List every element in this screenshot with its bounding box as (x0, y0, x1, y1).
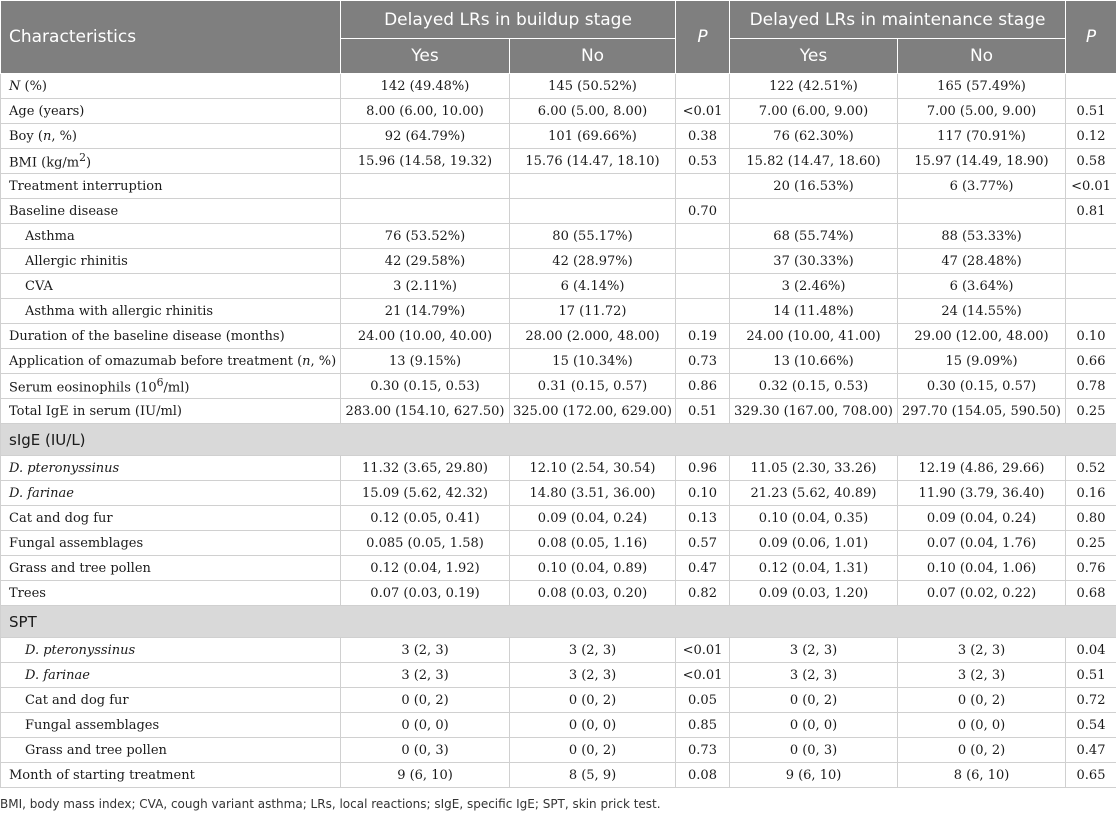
cell-maintenance-p: 0.81 (1066, 199, 1116, 224)
cell-buildup-yes: 0 (0, 2) (341, 688, 510, 713)
cell-maintenance-p (1066, 224, 1116, 249)
table-row (1, 399, 1116, 424)
cell-buildup-no: 0.09 (0.04, 0.24) (510, 506, 676, 531)
cell-buildup-no: 0.08 (0.03, 0.20) (510, 581, 676, 606)
table-row (1, 763, 1116, 788)
cell-maintenance-yes: 15.82 (14.47, 18.60) (730, 149, 898, 174)
cell-buildup-p: 0.53 (676, 149, 730, 174)
table-row (1, 249, 1116, 274)
table-row (1, 506, 1116, 531)
cell-buildup-yes: 15.96 (14.58, 19.32) (341, 149, 510, 174)
header-maintenance-yes: Yes (730, 39, 898, 74)
row-label: Application of omazumab before treatment (n, %) (1, 349, 341, 374)
cell-buildup-no: 0.08 (0.05, 1.16) (510, 531, 676, 556)
cell-maintenance-yes (730, 199, 898, 224)
cell-maintenance-yes: 329.30 (167.00, 708.00) (730, 399, 898, 424)
cell-buildup-no: 12.10 (2.54, 30.54) (510, 456, 676, 481)
section-spt (1, 606, 1116, 638)
cell-buildup-yes (341, 174, 510, 199)
cell-buildup-p: 0.57 (676, 531, 730, 556)
row-label: Grass and tree pollen (1, 556, 341, 581)
cell-maintenance-yes: 0.09 (0.03, 1.20) (730, 581, 898, 606)
row-label: Serum eosinophils $(10^6/ml)$ (1, 374, 341, 399)
cell-buildup-no: 3 (2, 3) (510, 638, 676, 663)
table-footnote: BMI, body mass index; CVA, cough variant asthma; LRs, local reactions; sIgE, specific IgE; SPT, skin prick test. (0, 797, 661, 811)
cell-maintenance-yes: 122 (42.51%) (730, 74, 898, 99)
cell-maintenance-yes: 20 (16.53%) (730, 174, 898, 199)
cell-maintenance-yes: 0 (0, 0) (730, 713, 898, 738)
table-row (1, 274, 1116, 299)
cell-maintenance-no: 117 (70.91%) (898, 124, 1066, 149)
cell-maintenance-no: 7.00 (5.00, 9.00) (898, 99, 1066, 124)
cell-buildup-no: 0 (0, 0) (510, 713, 676, 738)
header-maintenance-no: No (898, 39, 1066, 74)
header-buildup-group: Delayed LRs in buildup stage (341, 1, 676, 39)
table-row (1, 713, 1116, 738)
table-row (1, 481, 1116, 506)
cell-maintenance-p: 0.54 (1066, 713, 1116, 738)
cell-buildup-p: <0.01 (676, 663, 730, 688)
table-row (1, 174, 1116, 199)
cell-maintenance-no: 8 (6, 10) (898, 763, 1066, 788)
cell-maintenance-p: 0.72 (1066, 688, 1116, 713)
cell-maintenance-no: 15.97 (14.49, 18.90) (898, 149, 1066, 174)
cell-buildup-yes: 142 (49.48%) (341, 74, 510, 99)
cell-buildup-no: 80 (55.17%) (510, 224, 676, 249)
header-buildup-no: No (510, 39, 676, 74)
cell-maintenance-no: 29.00 (12.00, 48.00) (898, 324, 1066, 349)
cell-buildup-yes: 0.085 (0.05, 1.58) (341, 531, 510, 556)
row-label: CVA (1, 274, 341, 299)
header-buildup-yes: Yes (341, 39, 510, 74)
cell-maintenance-yes: 76 (62.30%) (730, 124, 898, 149)
cell-buildup-no: 15 (10.34%) (510, 349, 676, 374)
cell-buildup-p: 0.82 (676, 581, 730, 606)
cell-buildup-no: 28.00 (2.000, 48.00) (510, 324, 676, 349)
cell-maintenance-p (1066, 299, 1116, 324)
cell-buildup-yes: 15.09 (5.62, 42.32) (341, 481, 510, 506)
cell-maintenance-no: 0.09 (0.04, 0.24) (898, 506, 1066, 531)
table-row (1, 349, 1116, 374)
cell-buildup-yes: 3 (2.11%) (341, 274, 510, 299)
cell-buildup-yes: 0.30 (0.15, 0.53) (341, 374, 510, 399)
cell-maintenance-p: 0.04 (1066, 638, 1116, 663)
row-label: Month of starting treatment (1, 763, 341, 788)
section-sige-label: sIgE (IU/L) (1, 424, 1116, 456)
row-label: D. farinae (1, 663, 341, 688)
header-p-buildup: P (676, 1, 730, 74)
cell-maintenance-p: 0.51 (1066, 99, 1116, 124)
cell-maintenance-p: 0.66 (1066, 349, 1116, 374)
cell-buildup-no: 0.10 (0.04, 0.89) (510, 556, 676, 581)
cell-buildup-p (676, 174, 730, 199)
row-label: Duration of the baseline disease (months) (1, 324, 341, 349)
row-label: D. pteronyssinus (1, 456, 341, 481)
cell-buildup-yes: 0 (0, 0) (341, 713, 510, 738)
cell-maintenance-yes: 3 (2, 3) (730, 663, 898, 688)
cell-maintenance-yes: 24.00 (10.00, 41.00) (730, 324, 898, 349)
cell-buildup-p (676, 249, 730, 274)
table-row (1, 738, 1116, 763)
cell-maintenance-no: 165 (57.49%) (898, 74, 1066, 99)
table-row (1, 663, 1116, 688)
row-label: Age (years) (1, 99, 341, 124)
cell-maintenance-p: 0.16 (1066, 481, 1116, 506)
cell-buildup-p: 0.13 (676, 506, 730, 531)
table-row (1, 324, 1116, 349)
cell-buildup-no: 8 (5, 9) (510, 763, 676, 788)
cell-maintenance-p (1066, 74, 1116, 99)
table-row (1, 688, 1116, 713)
row-label: N (%) (1, 74, 341, 99)
cell-buildup-yes: 0.12 (0.04, 1.92) (341, 556, 510, 581)
cell-buildup-yes: 92 (64.79%) (341, 124, 510, 149)
cell-maintenance-no (898, 199, 1066, 224)
cell-buildup-no: 101 (69.66%) (510, 124, 676, 149)
cell-maintenance-p: 0.12 (1066, 124, 1116, 149)
cell-maintenance-yes: 11.05 (2.30, 33.26) (730, 456, 898, 481)
cell-maintenance-no: 6 (3.64%) (898, 274, 1066, 299)
cell-buildup-no: 3 (2, 3) (510, 663, 676, 688)
cell-maintenance-no: 12.19 (4.86, 29.66) (898, 456, 1066, 481)
cell-maintenance-p: 0.65 (1066, 763, 1116, 788)
table-row (1, 149, 1116, 174)
row-label: Cat and dog fur (1, 506, 341, 531)
cell-buildup-no: 6 (4.14%) (510, 274, 676, 299)
table-row (1, 199, 1116, 224)
cell-buildup-yes: 0.12 (0.05, 0.41) (341, 506, 510, 531)
cell-buildup-p: 0.38 (676, 124, 730, 149)
cell-maintenance-no: 0.07 (0.04, 1.76) (898, 531, 1066, 556)
cell-buildup-yes: 3 (2, 3) (341, 638, 510, 663)
table-row (1, 99, 1116, 124)
cell-buildup-yes: 9 (6, 10) (341, 763, 510, 788)
row-label: Treatment interruption (1, 174, 341, 199)
section-spt-label: SPT (1, 606, 1116, 638)
cell-buildup-p: 0.86 (676, 374, 730, 399)
table-row (1, 299, 1116, 324)
cell-buildup-no: 0 (0, 2) (510, 688, 676, 713)
cell-buildup-no: 17 (11.72) (510, 299, 676, 324)
cell-maintenance-p: 0.80 (1066, 506, 1116, 531)
cell-buildup-p: 0.47 (676, 556, 730, 581)
header-p-maintenance: P (1066, 1, 1116, 74)
cell-buildup-yes: 0 (0, 3) (341, 738, 510, 763)
cell-maintenance-yes: 7.00 (6.00, 9.00) (730, 99, 898, 124)
row-label: Fungal assemblages (1, 713, 341, 738)
cell-buildup-no (510, 174, 676, 199)
row-label: Grass and tree pollen (1, 738, 341, 763)
cell-buildup-p: 0.05 (676, 688, 730, 713)
cell-maintenance-yes: 9 (6, 10) (730, 763, 898, 788)
cell-maintenance-yes: 0.10 (0.04, 0.35) (730, 506, 898, 531)
cell-maintenance-no: 24 (14.55%) (898, 299, 1066, 324)
row-label: Asthma with allergic rhinitis (1, 299, 341, 324)
section-sige (1, 424, 1116, 456)
cell-maintenance-no: 0 (0, 2) (898, 688, 1066, 713)
row-label: D. pteronyssinus (1, 638, 341, 663)
cell-buildup-p: 0.70 (676, 199, 730, 224)
cell-maintenance-no: 47 (28.48%) (898, 249, 1066, 274)
row-label: Baseline disease (1, 199, 341, 224)
cell-buildup-p: 0.51 (676, 399, 730, 424)
cell-maintenance-yes: 68 (55.74%) (730, 224, 898, 249)
row-label: D. farinae (1, 481, 341, 506)
cell-buildup-p: <0.01 (676, 99, 730, 124)
cell-buildup-yes: 76 (53.52%) (341, 224, 510, 249)
table-row (1, 531, 1116, 556)
table-header (1, 1, 1116, 74)
row-label: Fungal assemblages (1, 531, 341, 556)
table-row (1, 456, 1116, 481)
cell-maintenance-no: 0.07 (0.02, 0.22) (898, 581, 1066, 606)
cell-buildup-no: 0 (0, 2) (510, 738, 676, 763)
row-label: BMI $(kg/m^2)$ (1, 149, 341, 174)
header-maintenance-group: Delayed LRs in maintenance stage (730, 1, 1066, 39)
cell-buildup-p: 0.73 (676, 738, 730, 763)
cell-maintenance-no: 297.70 (154.05, 590.50) (898, 399, 1066, 424)
cell-maintenance-yes: 37 (30.33%) (730, 249, 898, 274)
cell-buildup-no: 14.80 (3.51, 36.00) (510, 481, 676, 506)
cell-buildup-no (510, 199, 676, 224)
cell-buildup-yes (341, 199, 510, 224)
cell-maintenance-no: 3 (2, 3) (898, 638, 1066, 663)
cell-buildup-p: 0.10 (676, 481, 730, 506)
cell-maintenance-no: 0.30 (0.15, 0.57) (898, 374, 1066, 399)
cell-buildup-no: 325.00 (172.00, 629.00) (510, 399, 676, 424)
cell-maintenance-p (1066, 249, 1116, 274)
cell-maintenance-p: 0.51 (1066, 663, 1116, 688)
cell-maintenance-p: 0.47 (1066, 738, 1116, 763)
cell-maintenance-p: 0.78 (1066, 374, 1116, 399)
cell-buildup-yes: 24.00 (10.00, 40.00) (341, 324, 510, 349)
cell-buildup-yes: 3 (2, 3) (341, 663, 510, 688)
table-body (1, 74, 1116, 788)
cell-maintenance-yes: 0 (0, 2) (730, 688, 898, 713)
cell-maintenance-no: 3 (2, 3) (898, 663, 1066, 688)
cell-buildup-yes: 11.32 (3.65, 29.80) (341, 456, 510, 481)
row-label: Total IgE in serum (IU/ml) (1, 399, 341, 424)
cell-buildup-yes: 0.07 (0.03, 0.19) (341, 581, 510, 606)
cell-buildup-no: 15.76 (14.47, 18.10) (510, 149, 676, 174)
cell-buildup-p: 0.73 (676, 349, 730, 374)
cell-maintenance-yes: 14 (11.48%) (730, 299, 898, 324)
cell-maintenance-yes: 3 (2, 3) (730, 638, 898, 663)
cell-maintenance-p: 0.52 (1066, 456, 1116, 481)
cell-buildup-p (676, 224, 730, 249)
cell-maintenance-no: 0.10 (0.04, 1.06) (898, 556, 1066, 581)
cell-buildup-yes: 21 (14.79%) (341, 299, 510, 324)
cell-buildup-p: 0.08 (676, 763, 730, 788)
cell-buildup-p: 0.96 (676, 456, 730, 481)
row-label: Asthma (1, 224, 341, 249)
cell-maintenance-no: 0 (0, 2) (898, 738, 1066, 763)
table-row (1, 556, 1116, 581)
cell-maintenance-p: 0.76 (1066, 556, 1116, 581)
cell-buildup-p (676, 74, 730, 99)
cell-buildup-yes: 13 (9.15%) (341, 349, 510, 374)
cell-buildup-p (676, 274, 730, 299)
cell-maintenance-p (1066, 274, 1116, 299)
cell-buildup-p: 0.85 (676, 713, 730, 738)
cell-maintenance-no: 88 (53.33%) (898, 224, 1066, 249)
table-row (1, 638, 1116, 663)
cell-maintenance-p: 0.25 (1066, 399, 1116, 424)
cell-buildup-yes: 8.00 (6.00, 10.00) (341, 99, 510, 124)
cell-buildup-p: 0.19 (676, 324, 730, 349)
table-row (1, 224, 1116, 249)
row-label: Allergic rhinitis (1, 249, 341, 274)
cell-buildup-no: 0.31 (0.15, 0.57) (510, 374, 676, 399)
cell-maintenance-p: 0.10 (1066, 324, 1116, 349)
cell-buildup-p (676, 299, 730, 324)
cell-maintenance-yes: 0.09 (0.06, 1.01) (730, 531, 898, 556)
table-row (1, 74, 1116, 99)
cell-maintenance-yes: 21.23 (5.62, 40.89) (730, 481, 898, 506)
cell-maintenance-p: <0.01 (1066, 174, 1116, 199)
cell-buildup-yes: 42 (29.58%) (341, 249, 510, 274)
table-row (1, 124, 1116, 149)
cell-maintenance-p: 0.68 (1066, 581, 1116, 606)
cell-maintenance-no: 15 (9.09%) (898, 349, 1066, 374)
cell-buildup-p: <0.01 (676, 638, 730, 663)
row-label: Trees (1, 581, 341, 606)
table-row (1, 581, 1116, 606)
cell-maintenance-p: 0.25 (1066, 531, 1116, 556)
cell-buildup-no: 145 (50.52%) (510, 74, 676, 99)
cell-buildup-no: 42 (28.97%) (510, 249, 676, 274)
row-label: Cat and dog fur (1, 688, 341, 713)
header-characteristics: Characteristics (1, 1, 341, 74)
cell-maintenance-yes: 0.32 (0.15, 0.53) (730, 374, 898, 399)
cell-maintenance-yes: 13 (10.66%) (730, 349, 898, 374)
cell-maintenance-no: 11.90 (3.79, 36.40) (898, 481, 1066, 506)
cell-maintenance-no: 0 (0, 0) (898, 713, 1066, 738)
cell-buildup-no: 6.00 (5.00, 8.00) (510, 99, 676, 124)
cell-buildup-yes: 283.00 (154.10, 627.50) (341, 399, 510, 424)
row-label: Boy (n, %) (1, 124, 341, 149)
cell-maintenance-no: 6 (3.77%) (898, 174, 1066, 199)
cell-maintenance-yes: 3 (2.46%) (730, 274, 898, 299)
cell-maintenance-yes: 0.12 (0.04, 1.31) (730, 556, 898, 581)
cell-maintenance-yes: 0 (0, 3) (730, 738, 898, 763)
cell-maintenance-p: 0.58 (1066, 149, 1116, 174)
table-row (1, 374, 1116, 399)
